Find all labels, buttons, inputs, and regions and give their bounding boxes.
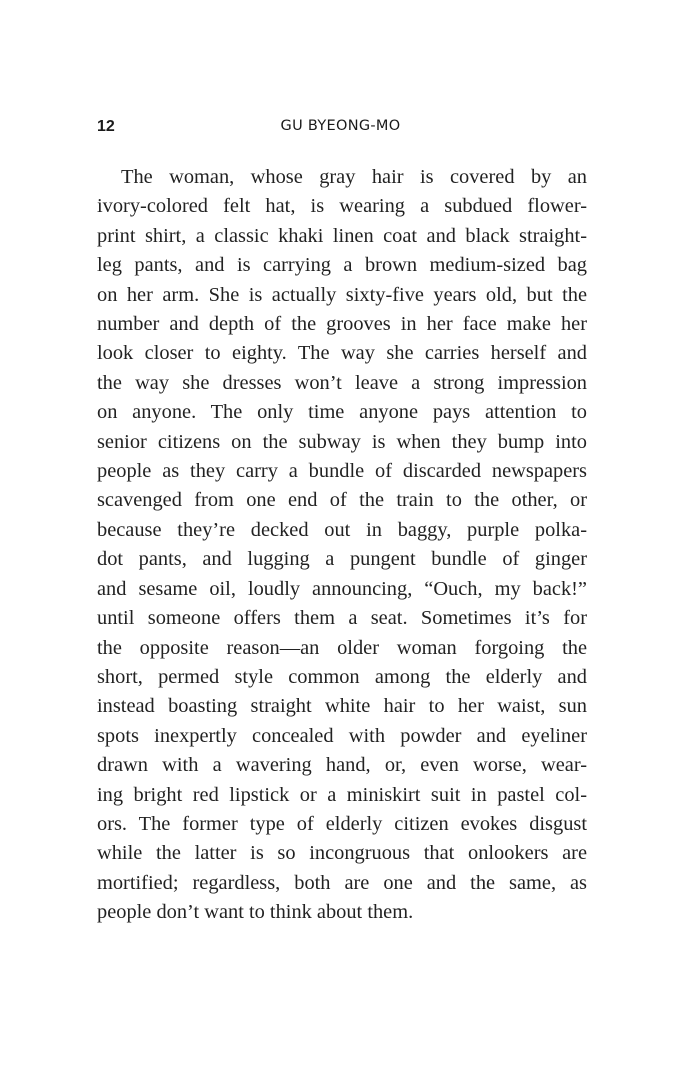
page-number: 12: [97, 118, 115, 135]
text-line: print shirt, a classic khaki linen coat and black straight-: [97, 224, 587, 247]
text-line: on her arm. She is actually sixty-five years old, but the: [97, 283, 587, 306]
text-line: the opposite reason—an older woman forgoing the: [97, 636, 587, 659]
text-line: people as they carry a bundle of discarded newspapers: [97, 460, 587, 483]
text-line: the way she dresses won’t leave a strong impression: [97, 371, 587, 394]
text-line: look closer to eighty. The way she carries herself and: [97, 342, 587, 365]
text-line: mortified; regardless, both are one and the same, as: [97, 871, 587, 894]
text-line: drawn with a wavering hand, or, even worse, wear-: [97, 754, 587, 777]
text-line: ivory-colored felt hat, is wearing a subdued flower-: [97, 195, 587, 218]
body-paragraph: [97, 163, 587, 928]
text-line: on anyone. The only time anyone pays attention to: [97, 401, 587, 424]
text-line: number and depth of the grooves in her face make her: [97, 313, 587, 336]
text-line: scavenged from one end of the train to the other, or: [97, 489, 587, 512]
text-line: while the latter is so incongruous that onlookers are: [97, 842, 587, 865]
text-line: short, permed style common among the elderly and: [97, 665, 587, 688]
text-line: people don’t want to think about them.: [97, 901, 414, 924]
text-line: The woman, whose gray hair is covered by an: [121, 166, 587, 188]
running-head: GU BYEONG-MO: [280, 118, 401, 134]
text-line: spots inexpertly concealed with powder and eyeliner: [97, 724, 587, 747]
text-line: dot pants, and lugging a pungent bundle of ginger: [97, 548, 587, 571]
text-line: until someone offers them a seat. Sometimes it’s for: [97, 607, 587, 630]
text-line: ing bright red lipstick or a miniskirt suit in pastel col-: [97, 783, 587, 806]
text-line: and sesame oil, loudly announcing, “Ouch, my back!”: [97, 577, 587, 600]
text-line: senior citizens on the subway is when they bump into: [97, 430, 587, 453]
text-line: instead boasting straight white hair to her waist, sun: [97, 695, 587, 718]
text-line: because they’re decked out in baggy, purple polka-: [97, 518, 587, 541]
text-line: leg pants, and is carrying a brown medium-sized bag: [97, 254, 587, 277]
text-line: ors. The former type of elderly citizen evokes disgust: [97, 812, 587, 835]
